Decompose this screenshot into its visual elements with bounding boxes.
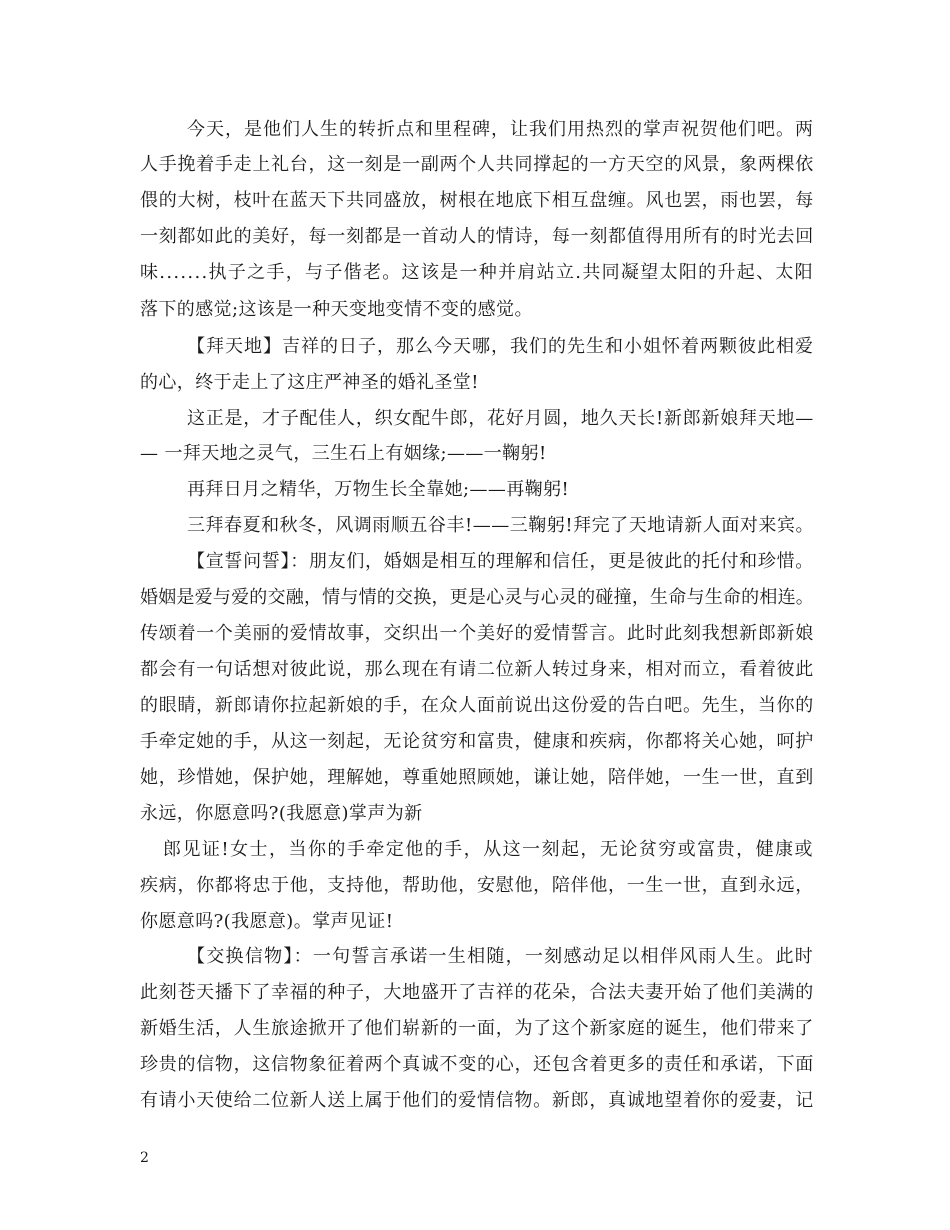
text-line: 人手挽着手走上礼台，这一刻是一副两个人共同撑起的一方天空的风景，象两棵依 xyxy=(140,154,814,175)
text-line: 再拜日月之精华，万物生长全靠她;——再鞠躬! xyxy=(187,479,570,500)
text-line: 此刻苍天播下了幸福的种子，大地盛开了吉祥的花朵，合法夫妻开始了他们美满的 xyxy=(140,982,814,1003)
text-line: 【交换信物】：一句誓言承诺一生相随，一刻感动足以相伴风雨人生。此时 xyxy=(187,946,814,967)
text-line: 她，珍惜她，保护她，理解她，尊重她照顾她，谦让她，陪伴她，一生一世，直到 xyxy=(140,767,814,788)
text-line: 的眼睛，新郎请你拉起新娘的手，在众人面前说出这份爱的告白吧。先生，当你的 xyxy=(140,695,814,716)
text-line: 的心，终于走上了这庄严神圣的婚礼圣堂! xyxy=(140,372,479,393)
text-line: 【拜天地】吉祥的日子，那么今天哪，我们的先生和小姐怀着两颗彼此相爱 xyxy=(187,336,814,357)
text-line: 新婚生活，人生旅途掀开了他们崭新的一面，为了这个新家庭的诞生，他们带来了 xyxy=(140,1018,814,1039)
text-line: 你愿意吗?(我愿意)。掌声见证! xyxy=(140,911,394,932)
text-line: 有请小天使给二位新人送上属于他们的爱情信物。新郎，真诚地望着你的爱妻，记 xyxy=(140,1090,814,1111)
text-line: 珍贵的信物，这信物象征着两个真诚不变的心，还包含着更多的责任和承诺，下面 xyxy=(140,1054,814,1075)
text-line: 这正是，才子配佳人，织女配牛郎，花好月圆，地久天长!新郎新娘拜天地— xyxy=(187,408,814,429)
text-line: 永远，你愿意吗?(我愿意)掌声为新 xyxy=(140,803,423,824)
text-line: 偎的大树，枝叶在蓝天下共同盛放，树根在地底下相互盘缠。风也罢，雨也罢，每 xyxy=(140,190,814,211)
text-line: 味.......执子之手，与子偕老。这该是一种并肩站立.共同凝望太阳的升起、太阳 xyxy=(140,262,814,283)
text-line: 三拜春夏和秋冬，风调雨顺五谷丰!——三鞠躬!拜完了天地请新人面对来宾。 xyxy=(187,515,814,536)
text-line: 疾病，你都将忠于他，支持他，帮助他，安慰他，陪伴他，一生一世，直到永远， xyxy=(140,875,814,896)
page-number: 2 xyxy=(140,1150,149,1166)
text-line: 都会有一句话想对彼此说，那么现在有请二位新人转过身来，相对而立，看着彼此 xyxy=(140,659,814,680)
text-line: 今天，是他们人生的转折点和里程碑，让我们用热烈的掌声祝贺他们吧。两 xyxy=(187,119,814,140)
text-line: 传颂着一个美丽的爱情故事，交织出一个美好的爱情誓言。此时此刻我想新郎新娘 xyxy=(140,623,814,644)
text-line: 郎见证!女士，当你的手牵定他的手，从这一刻起，无论贫穷或富贵，健康或 xyxy=(163,839,814,860)
text-line: 落下的感觉;这该是一种天变地变情不变的感觉。 xyxy=(140,299,533,320)
text-line: 【宣誓问誓】：朋友们，婚姻是相互的理解和信任，更是彼此的托付和珍惜。 xyxy=(187,551,814,572)
text-line: — 一拜天地之灵气，三生石上有姻缘;——一鞠躬! xyxy=(140,443,547,464)
text-line: 婚姻是爱与爱的交融，情与情的交换，更是心灵与心灵的碰撞，生命与生命的相连。 xyxy=(140,587,814,608)
text-line: 手牵定她的手，从这一刻起，无论贫穷和富贵，健康和疾病，你都将关心她，呵护 xyxy=(140,731,814,752)
text-line: 一刻都如此的美好，每一刻都是一首动人的情诗，每一刻都值得用所有的时光去回 xyxy=(140,226,814,247)
